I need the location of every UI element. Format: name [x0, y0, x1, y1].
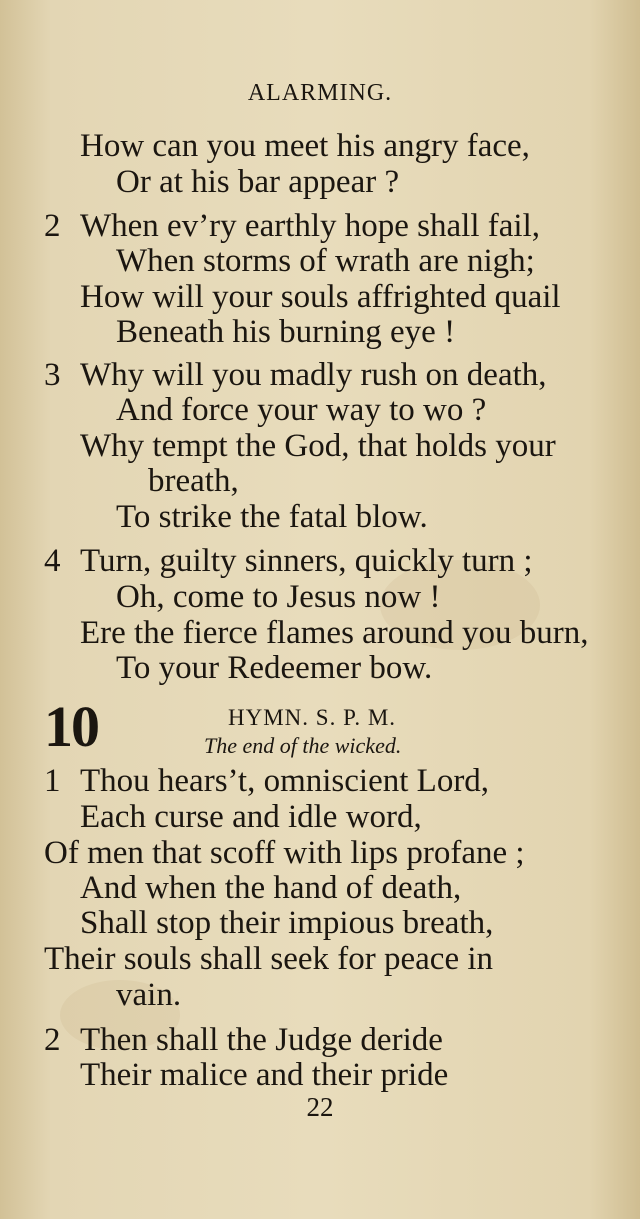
hymn-heading: HYMN. S. P. M.	[228, 705, 397, 730]
verse-line: Or at his bar appear ?	[116, 164, 400, 200]
verse-line: How can you meet his angry face,	[80, 128, 530, 164]
verse-line: Ere the fierce flames around you burn,	[80, 615, 589, 651]
stanza-number: 2	[44, 1022, 61, 1058]
verse-line: Their souls shall seek for peace in	[44, 941, 494, 977]
verse-line: When storms of wrath are nigh;	[116, 243, 535, 279]
stanza-number: 3	[44, 357, 61, 393]
verse-line: vain.	[116, 977, 182, 1013]
verse-line: Their malice and their pride	[80, 1057, 449, 1093]
verse-line: How will your souls affrighted quail	[80, 279, 561, 315]
hymn-number: 10	[44, 694, 98, 759]
stanza-number: 2	[44, 208, 61, 244]
verse-line: When ev’ry earthly hope shall fail,	[80, 208, 540, 244]
verse-line: To your Redeemer bow.	[116, 650, 433, 686]
verse-line: Turn, guilty sinners, quickly turn ;	[80, 543, 533, 579]
verse-line: Each curse and idle word,	[80, 799, 422, 835]
verse-line: Why will you madly rush on death,	[80, 357, 547, 393]
stanza-number: 1	[44, 763, 61, 799]
verse-line: Of men that scoff with lips profane ;	[44, 835, 525, 871]
verse-line: And when the hand of death,	[80, 870, 462, 906]
stanza-number: 4	[44, 543, 61, 579]
verse-line: Why tempt the God, that holds your	[80, 428, 556, 464]
verse-line: And force your way to wo ?	[116, 392, 487, 428]
hymn-subtitle: The end of the wicked.	[204, 733, 402, 758]
page-number: 22	[306, 1092, 334, 1122]
running-header: ALARMING.	[247, 80, 393, 106]
verse-line: Beneath his burning eye !	[116, 314, 456, 350]
verse-line: breath,	[148, 463, 239, 499]
verse-line: Then shall the Judge deride	[80, 1022, 443, 1058]
verse-line: Shall stop their impious breath,	[80, 905, 494, 941]
verse-line: Thou hears’t, omniscient Lord,	[80, 763, 490, 799]
verse-line: Oh, come to Jesus now !	[116, 579, 441, 615]
verse-line: To strike the fatal blow.	[116, 499, 428, 535]
